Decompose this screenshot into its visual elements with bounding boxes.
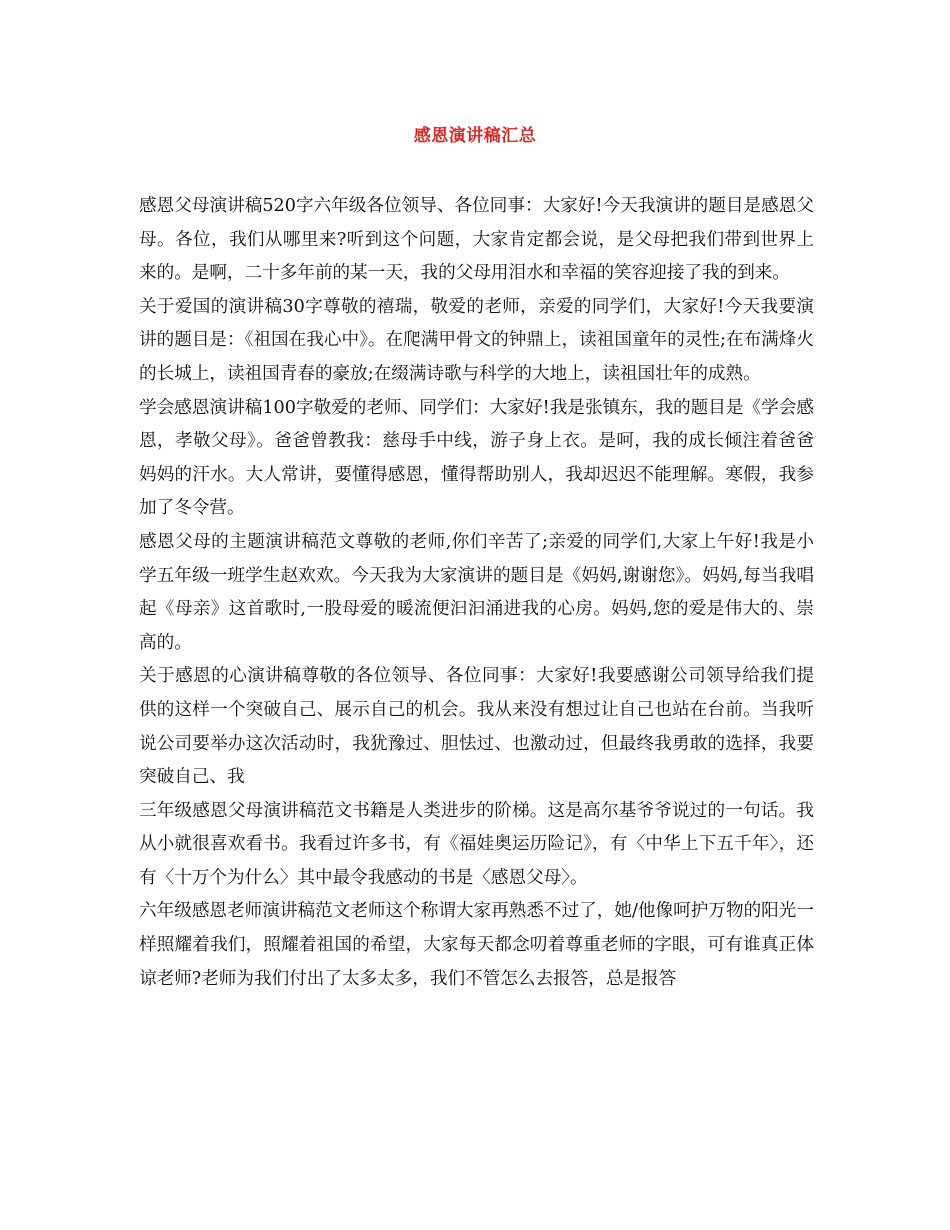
document-title: 感恩演讲稿汇总 [413,126,537,146]
paragraph-2: 关于爱国的演讲稿30字尊敬的禧瑞，敬爱的老师，亲爱的同学们，大家好!今天我要演讲的题目是：《祖国在我心中》。在爬满甲骨文的钟鼎上，读祖国童年的灵性;在布满烽火的长城上，读祖国青春的豪放;在缀满诗歌与科学的大地上，读祖国壮年的成熟。 [139,296,814,384]
document-body [139,190,814,996]
paragraph-4: 感恩父母的主题演讲稿范文尊敬的老师,你们辛苦了;亲爱的同学们,大家上午好!我是小学五年级一班学生赵欢欢。今天我为大家演讲的题目是《妈妈,谢谢您》。妈妈,每当我唱起《母亲》这首歌时,一股母爱的暖流便汩汩涌进我的心房。妈妈,您的爱是伟大的、崇高的。 [139,531,814,653]
paragraph-5: 关于感恩的心演讲稿尊敬的各位领导、各位同事：大家好!我要感谢公司领导给我们提供的这样一个突破自己、展示自己的机会。我从来没有想过让自己也站在台前。当我听说公司要举办这次活动时，我犹豫过、胆怯过、也激动过，但最终我勇敢的选择，我要突破自己、我 [139,666,814,788]
paragraph-6: 三年级感恩父母演讲稿范文书籍是人类进步的阶梯。这是高尔基爷爷说过的一句话。我从小就很喜欢看书。我看过许多书，有《福娃奥运历险记》，有〈中华上下五千年〉，还有〈十万个为什么〉其中最令我感动的书是〈感恩父母〉。 [139,800,814,888]
paragraph-7: 六年级感恩老师演讲稿范文老师这个称谓大家再熟悉不过了，她/他像呵护万物的阳光一样照耀着我们，照耀着祖国的希望，大家每天都念叨着尊重老师的字眼，可有谁真正体谅老师?老师为我们付出了太多太多，我们不管怎么去报答，总是报答 [139,901,814,989]
paragraph-3: 学会感恩演讲稿100字敬爱的老师、同学们：大家好!我是张镇东，我的题目是《学会感恩，孝敬父母》。爸爸曾教我：慈母手中线，游子身上衣。是呵，我的成长倾注着爸爸妈妈的汗水。大人常讲，要懂得感恩，懂得帮助别人，我却迟迟不能理解。寒假，我参加了冬令营。 [139,397,814,519]
paragraph-1: 感恩父母演讲稿520字六年级各位领导、各位同事：大家好!今天我演讲的题目是感恩父母。各位，我们从哪里来?听到这个问题，大家肯定都会说，是父母把我们带到世界上来的。是啊，二十多年前的某一天，我的父母用泪水和幸福的笑容迎接了我的到来。 [139,196,814,284]
